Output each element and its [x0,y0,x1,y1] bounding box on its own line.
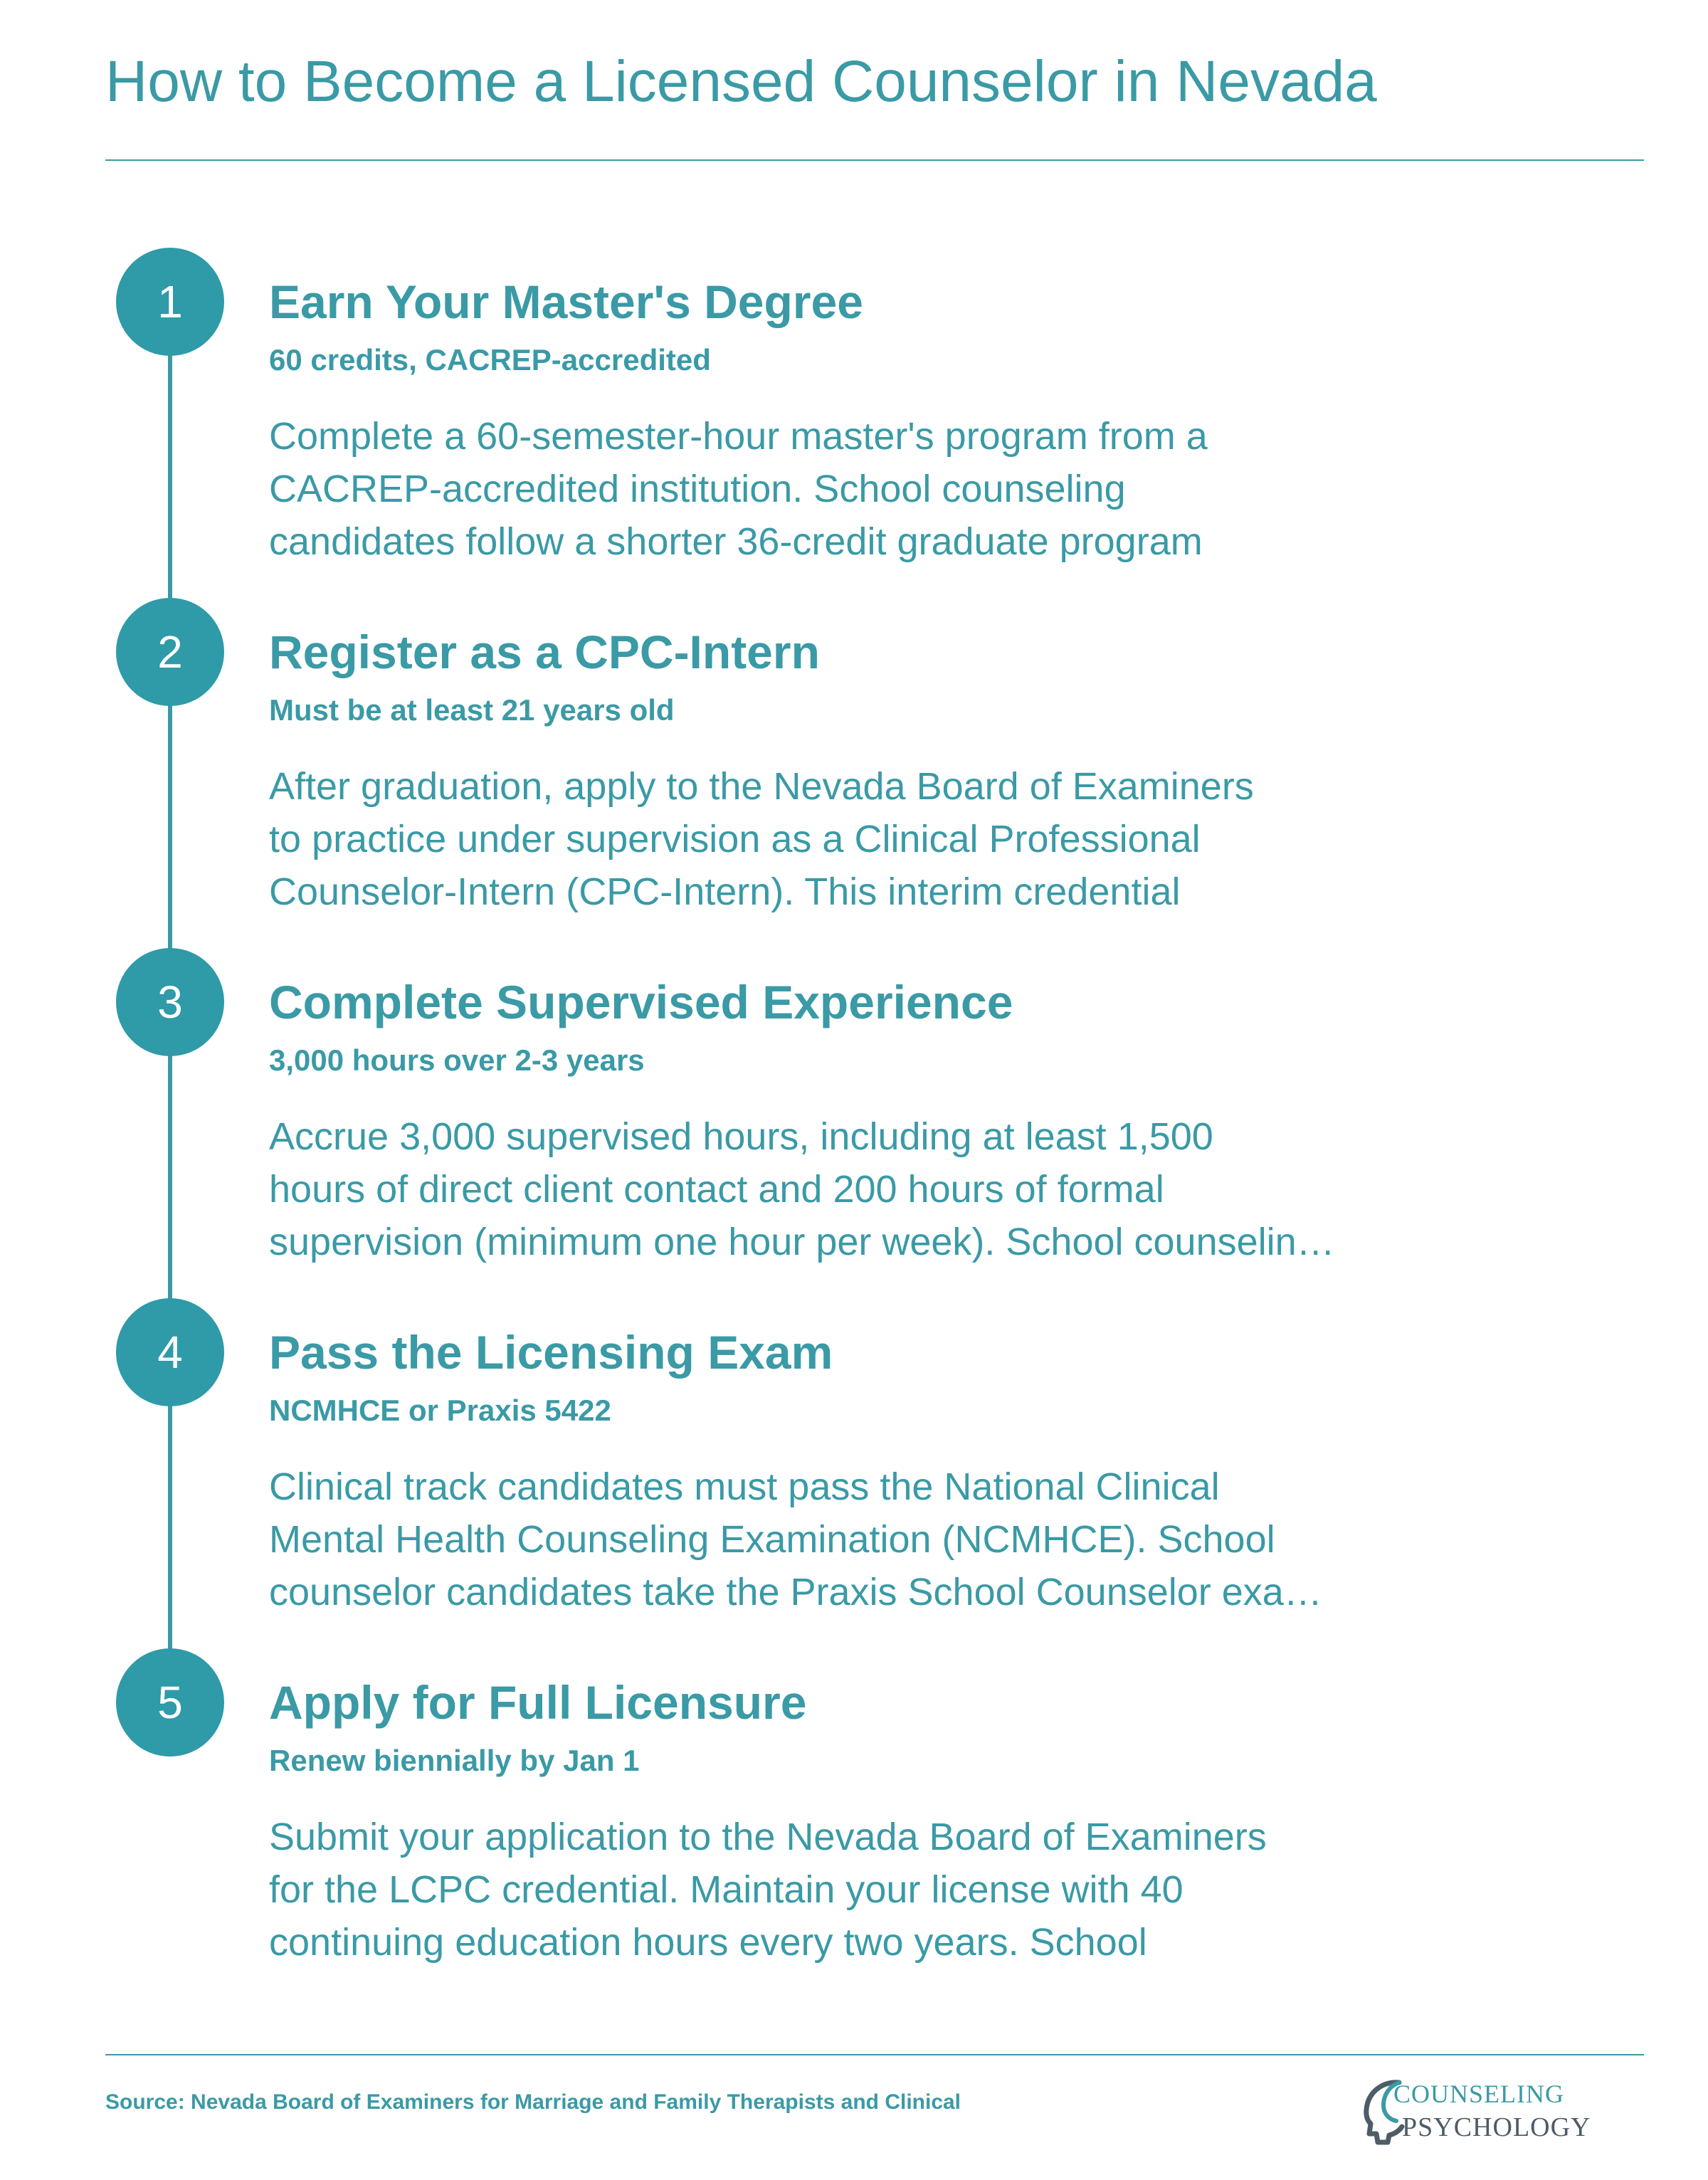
step-description [269,760,1436,918]
step-subtitle: NCMHCE or Praxis 5422 [269,1394,611,1427]
step-description-line: After graduation, apply to the Nevada Board of Examiners [269,765,1254,808]
page-title: How to Become a Licensed Counselor in Nevada [105,49,1377,114]
step-description-line: CACREP-accredited institution. School counseling [269,468,1126,510]
footer-divider [105,2054,1644,2055]
step-description-line: candidates follow a shorter 36-credit graduate program [269,520,1203,563]
step-title: Pass the Licensing Exam [269,1326,833,1379]
step-4 [0,1298,1708,1611]
step-description-line: hours of direct client contact and 200 hours of formal [269,1168,1164,1211]
source-citation: Source: Nevada Board of Examiners for Marriage and Family Therapists and Clinical [105,2090,961,2114]
step-description-line: Clinical track candidates must pass the National Clinical [269,1465,1220,1508]
step-description-line: counselor candidates take the Praxis School Counselor exa… [269,1571,1322,1613]
step-description-line: Counselor-Intern (CPC-Intern). This interim credential [269,870,1181,913]
step-number-badge: 5 [116,1648,224,1757]
step-subtitle: 60 credits, CACREP-accredited [269,343,711,377]
step-title: Register as a CPC-Intern [269,626,820,678]
step-2 [0,598,1708,911]
step-number-badge: 1 [116,248,224,356]
step-subtitle: Must be at least 21 years old [269,693,675,727]
step-description-line: Accrue 3,000 supervised hours, including at least 1,500 [269,1115,1213,1158]
logo-wordmark-top: COUNSELING [1393,2080,1564,2108]
step-description-line: Complete a 60-semester-hour master's program from a [269,415,1208,458]
step-description-line: for the LCPC credential. Maintain your license with 40 [269,1868,1184,1911]
step-1 [0,248,1708,561]
step-description-line: to practice under supervision as a Clinical Professional [269,818,1201,860]
step-subtitle: Renew biennially by Jan 1 [269,1744,640,1777]
step-number-badge: 3 [116,948,224,1056]
step-title: Earn Your Master's Degree [269,275,863,328]
step-description-line: Submit your application to the Nevada Board of Examiners [269,1816,1267,1858]
step-description-line: continuing education hours every two years. School [269,1921,1147,1964]
step-number-badge: 2 [116,598,224,706]
brand-logo [1355,2077,1625,2148]
step-description [269,1110,1436,1268]
step-title: Apply for Full Licensure [269,1676,807,1729]
step-description [269,1811,1436,1969]
logo-wordmark-bottom: PSYCHOLOGY [1402,2112,1591,2142]
step-description [269,410,1436,568]
step-description-line: Mental Health Counseling Examination (NCMHCE). School [269,1518,1275,1561]
step-3 [0,948,1708,1261]
step-description-line: supervision (minimum one hour per week). School counselin… [269,1221,1335,1263]
step-number-badge: 4 [116,1298,224,1406]
step-description [269,1460,1436,1618]
step-subtitle: 3,000 hours over 2-3 years [269,1043,645,1077]
step-5 [0,1648,1708,1962]
step-title: Complete Supervised Experience [269,976,1013,1028]
header-divider [105,159,1644,161]
